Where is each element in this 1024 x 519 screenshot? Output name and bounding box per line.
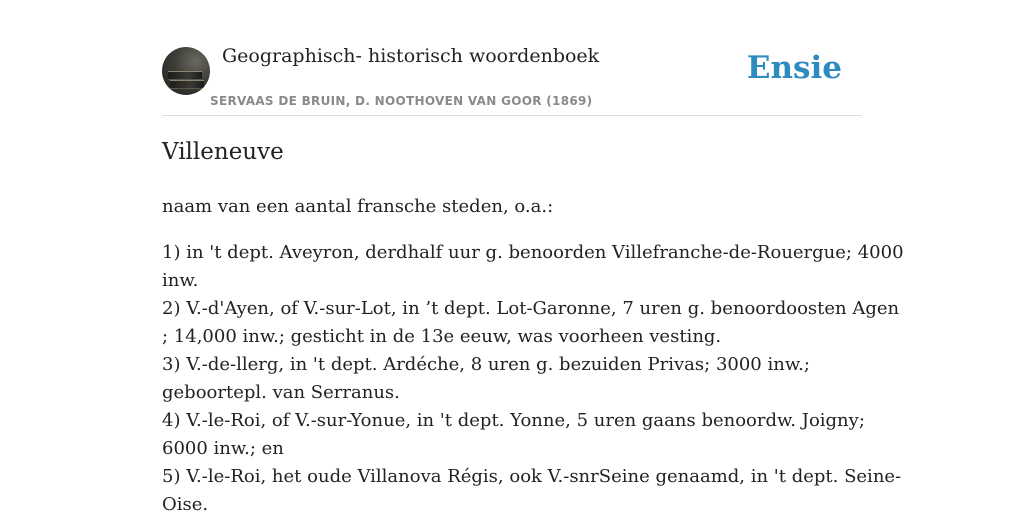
- book-cover-avatar[interactable]: [162, 47, 210, 95]
- book-spine-graphic: [168, 71, 202, 80]
- body-line: 5) V.-le-Roi, het oude Villanova Régis, ook V.-snrSeine genaamd, in 't dept. Seine-: [162, 466, 902, 487]
- body-line: 1) in 't dept. Aveyron, derdhalf uur g. benoorden Villefranche-de-Rouergue; 4000: [162, 242, 904, 263]
- body-line: 6000 inw.; en: [162, 438, 284, 459]
- body-line: inw.: [162, 270, 199, 291]
- ensie-logo[interactable]: Ensie: [746, 50, 842, 86]
- body-line: 2) V.-d'Ayen, of V.-sur-Lot, in ’t dept. Lot-Garonne, 7 uren g. benoordoosten Agen: [162, 298, 900, 319]
- body-line: ; 14,000 inw.; gesticht in de 13e eeuw, was voorheen vesting.: [162, 326, 722, 347]
- entry-title: Villeneuve: [162, 139, 284, 165]
- book-spine-graphic: [170, 80, 204, 89]
- body-line: geboortepl. van Serranus.: [162, 382, 400, 403]
- entry-intro: naam van een aantal fransche steden, o.a.:: [162, 196, 554, 217]
- book-title-link[interactable]: Geographisch- historisch woordenboek: [222, 45, 600, 67]
- book-author: SERVAAS DE BRUIN, D. NOOTHOVEN VAN GOOR (1869): [210, 94, 593, 108]
- body-line: Oise.: [162, 494, 209, 515]
- page-content: [162, 0, 904, 515]
- body-line: 3) V.-de-llerg, in 't dept. Ardéche, 8 uren g. bezuiden Privas; 3000 inw.;: [162, 354, 810, 375]
- body-line: 4) V.-le-Roi, of V.-sur-Yonue, in 't dept. Yonne, 5 uren gaans benoordw. Joigny;: [162, 410, 865, 431]
- page-header: [162, 0, 862, 116]
- entry-body: [162, 239, 904, 519]
